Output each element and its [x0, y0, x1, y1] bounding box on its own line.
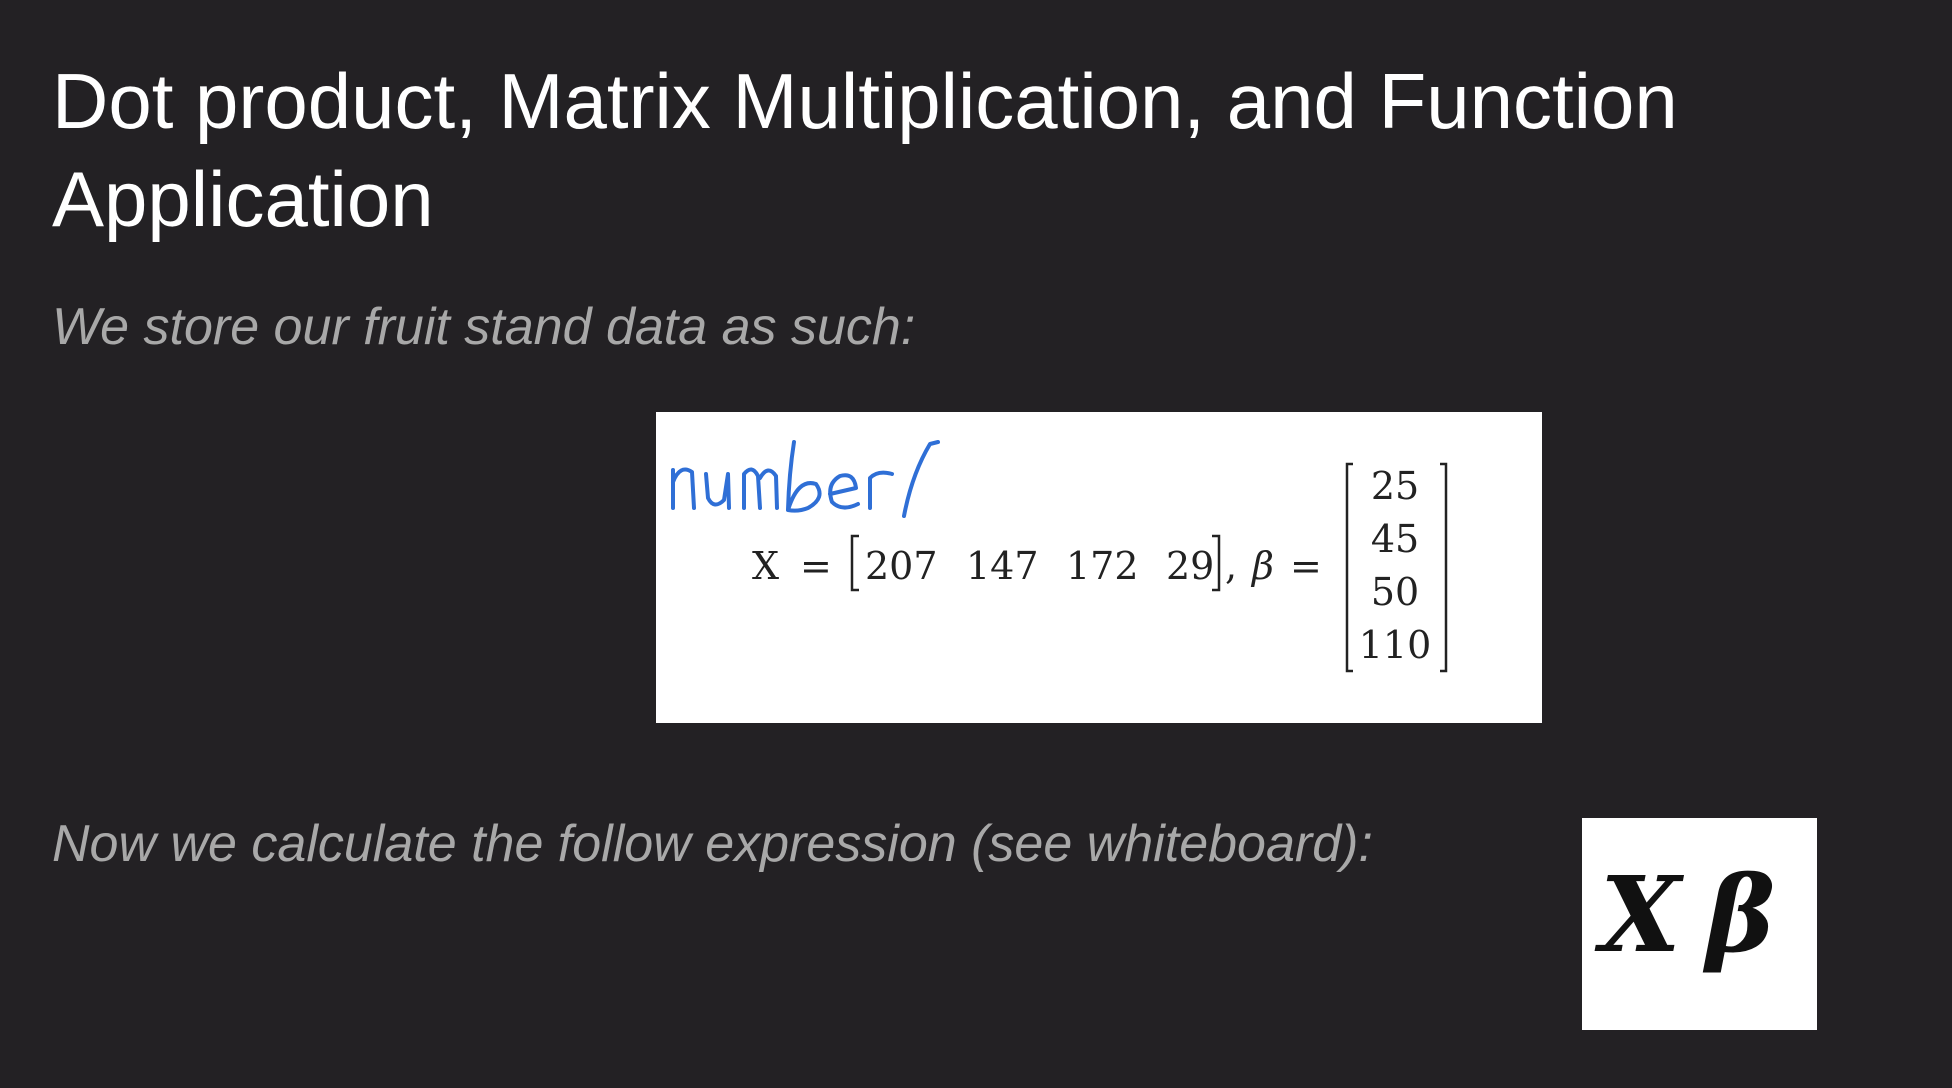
- x-value-2: 147: [966, 544, 1039, 588]
- subtitle-data-storage: We store our fruit stand data as such:: [52, 298, 916, 356]
- beta-value-2: 45: [1370, 517, 1420, 561]
- separator: ,: [1225, 544, 1238, 588]
- column-left-bracket: [1347, 464, 1353, 671]
- subtitle-calculate: Now we calculate the follow expression (see whiteboard):: [52, 815, 1373, 873]
- expression-image: [1582, 818, 1817, 1030]
- beta-value-3: 50: [1370, 570, 1420, 614]
- column-right-bracket: [1440, 464, 1446, 671]
- beta-symbol: β: [1252, 544, 1274, 588]
- expression-svg: [1582, 818, 1817, 1030]
- row-left-bracket: [852, 536, 859, 590]
- x-value-4: 29: [1166, 544, 1215, 588]
- equation-image: [656, 412, 1542, 723]
- beta-value-1: 25: [1370, 464, 1420, 508]
- x-equals: =: [800, 544, 832, 588]
- slide-title: Dot product, Matrix Multiplication, and Function Application: [52, 57, 1678, 243]
- equation-svg: [656, 412, 1542, 723]
- beta-equals: =: [1290, 544, 1322, 588]
- x-value-1: 207: [865, 544, 938, 588]
- x-value-3: 172: [1066, 544, 1139, 588]
- beta-value-4: 110: [1358, 623, 1432, 667]
- expression-x: X: [1600, 853, 1681, 976]
- x-symbol: X: [752, 544, 780, 588]
- handwritten-annotation: [673, 442, 938, 516]
- expression-beta: β: [1706, 853, 1776, 976]
